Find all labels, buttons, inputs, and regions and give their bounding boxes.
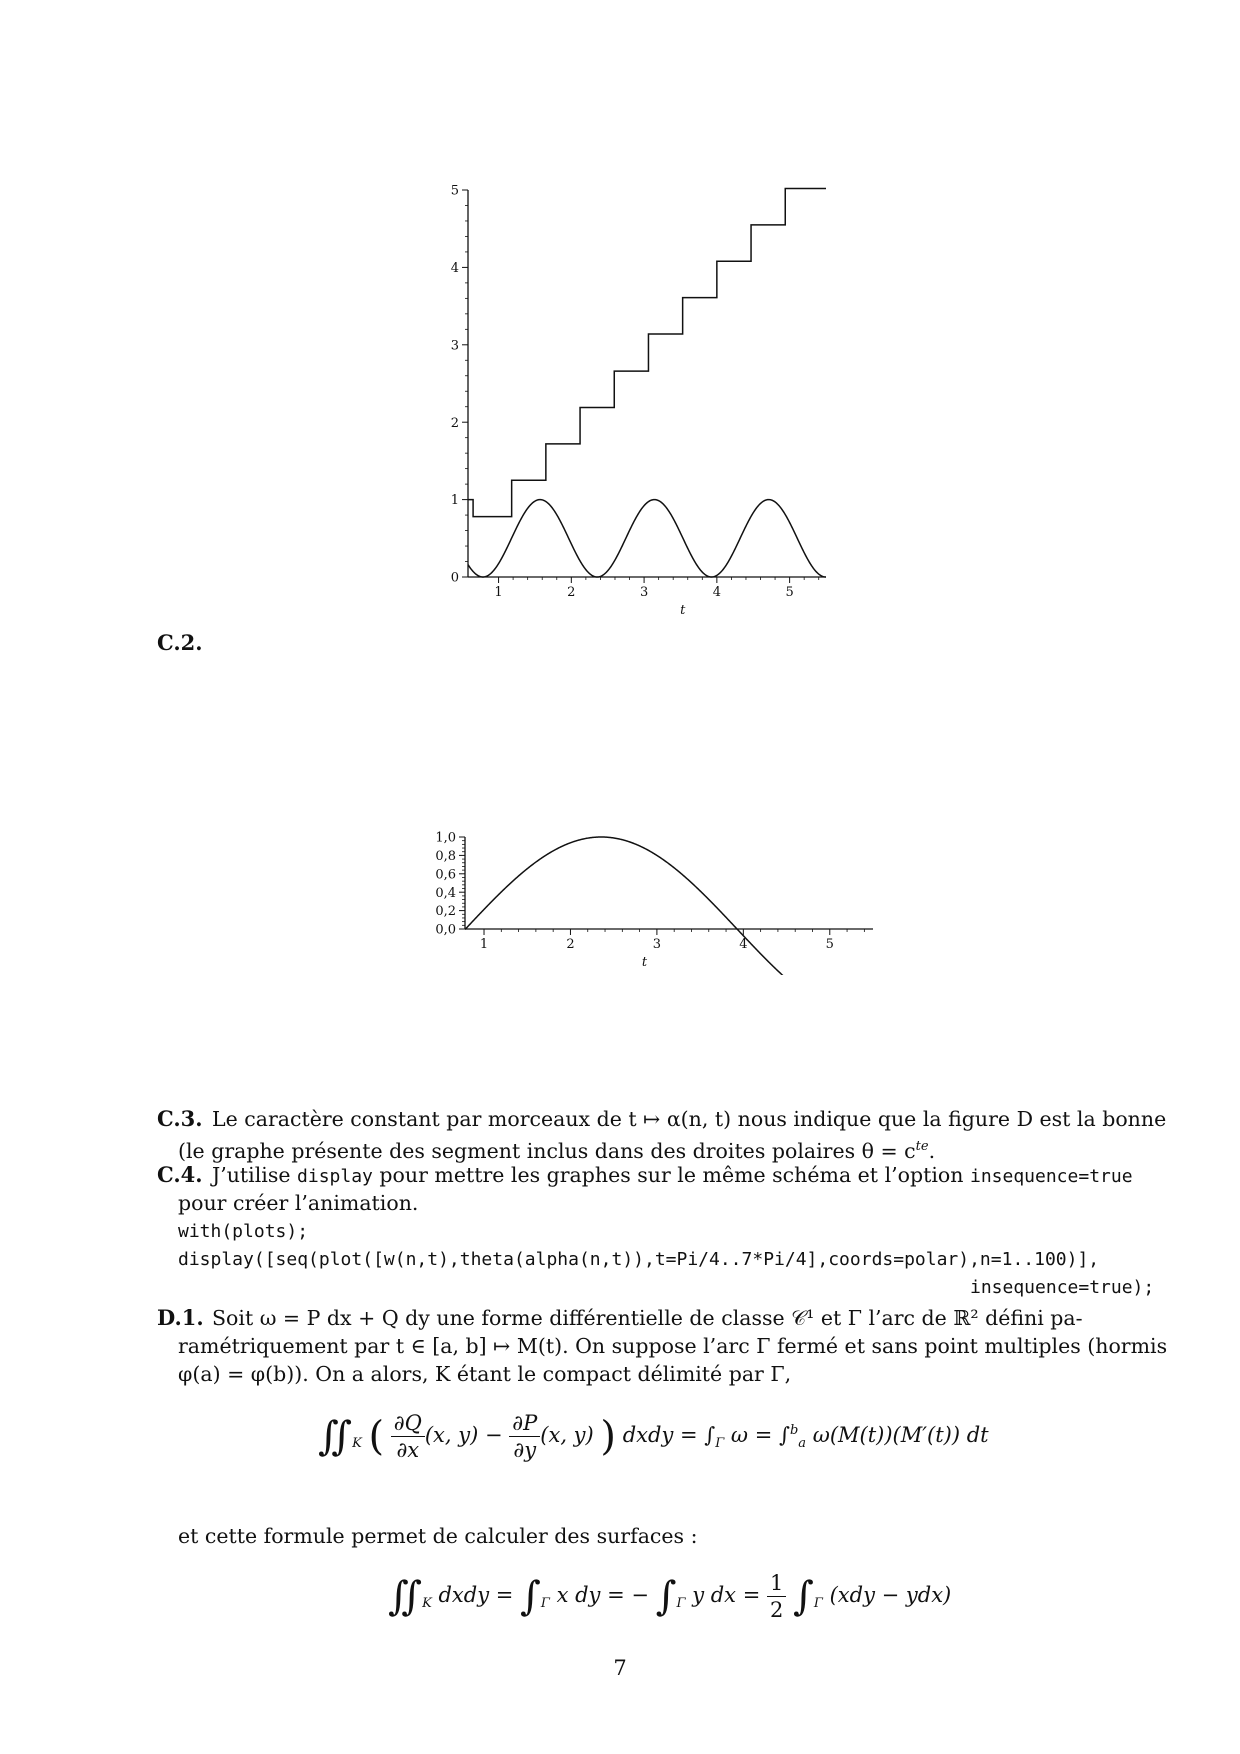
x-tick-label: 5 [825,937,834,952]
d1-line1: Soit ω = P dx + Q dy une forme différentielle de classe 𝒞¹ et Γ l’arc de ℝ² défini pa- [212,1306,1083,1330]
upper-bound: b [789,1423,799,1438]
series-steps [468,188,826,516]
frac-dq-dx: $\frac{\partial Q}{\partial x}$ [391,1410,425,1463]
c3-line2-text: (le graphe présente des segment inclus dans des droites polaires θ = c [178,1138,916,1163]
y-tick-label: 0,8 [435,848,456,864]
code-line-3: insequence=true); [970,1277,1155,1298]
integral-2: ∫ [655,1573,677,1620]
green-tail: ω(M(t))(M′(t)) dt [812,1423,989,1447]
right-paren: ) [600,1413,617,1460]
sub-gamma-1: Γ [715,1436,725,1452]
green-formula [318,1410,989,1463]
section-c2-label: C.2. [157,630,203,655]
integral-3: ∫ [793,1573,814,1620]
y-tick-label: 3 [450,338,459,354]
left-paren: ( [368,1413,385,1460]
code-line-2: display([seq(plot([w(n,t),theta(alpha(n,t)),t=Pi/4..7*Pi/4],coords=polar),n=1..100)], [178,1249,1100,1270]
area-formula [388,1570,951,1623]
area-sub-gamma-2: Γ [676,1596,686,1612]
integral-1: ∫ [520,1573,541,1620]
sub-k: K [352,1436,362,1452]
frac-dp-dy: $\frac{\partial P}{\partial y}$ [509,1410,540,1463]
y-tick-label: 4 [450,260,459,276]
arch-chart [415,825,885,975]
frac-half: $\frac{1}{2}$ [767,1570,786,1623]
xy-2: (x, y) [540,1423,594,1447]
c3-line2-sup: te [915,1139,929,1154]
area-sub-gamma-1: Γ [540,1596,550,1612]
x-tick-label: 4 [739,937,748,952]
area-p3: (xdy − ydx) [829,1583,952,1607]
y-tick-label: 0,0 [435,922,456,938]
d1-line3: φ(a) = φ(b)). On a alors, K étant le compact délimité par Γ, [178,1362,792,1386]
y-tick-label: 0,6 [435,867,456,883]
x-tick-label: 2 [566,937,575,952]
area-double-integral: ∬ [388,1573,423,1620]
green-omega: ω = ∫ [730,1423,790,1447]
c4-code-display: display [297,1166,373,1187]
x-tick-label: 1 [494,585,503,600]
y-tick-label: 0 [450,570,459,586]
c4-line1-mid: pour mettre les graphes sur le même schéma et l’option [379,1163,964,1187]
between-text: et cette formule permet de calculer des surfaces : [178,1524,698,1548]
xy-1: (x, y) [424,1423,479,1447]
area-sub-k: K [422,1596,432,1612]
x-tick-label: 2 [567,585,576,600]
minus-sign: − [484,1423,503,1447]
area-p2: y dx = [692,1583,767,1607]
double-integral-symbol: ∬ [318,1413,353,1460]
x-tick-label: 1 [479,937,489,952]
green-rhs: dxdy = ∫ [622,1423,716,1447]
x-tick-label: 4 [712,585,721,600]
code-line-1: with(plots); [178,1221,309,1242]
y-tick-label: 1 [450,493,459,509]
area-sub-gamma-3: Γ [813,1596,823,1612]
section-c3-label: C.3. [157,1106,203,1131]
c3-line2-end: . [928,1138,936,1163]
x-axis-label: t [641,955,648,971]
section-c4-label: C.4. [157,1162,203,1187]
y-tick-label: 0,4 [435,885,456,901]
c4-line2: pour créer l’animation. [178,1191,419,1215]
x-axis-label: t [680,603,686,619]
step-oscillation-chart [420,170,840,630]
y-tick-label: 5 [450,183,459,199]
y-tick-label: 0,2 [435,904,456,920]
lower-bound: a [798,1436,807,1452]
area-p1: x dy = − [556,1583,649,1607]
y-tick-label: 2 [450,415,459,431]
x-tick-label: 3 [639,585,649,600]
series-oscillation [468,500,826,577]
c4-code-insequence: insequence=true [969,1166,1133,1187]
c4-line1-pre: J’utilise [212,1163,291,1187]
x-tick-label: 3 [652,937,662,952]
area-lhs: dxdy = [438,1583,521,1607]
d1-line2: ramétriquement par t ∈ [a, b] ↦ M(t). On suppose l’arc Γ fermé et sans point multiples (hormis [178,1334,1168,1358]
c4-line1 [212,1161,1133,1191]
section-d1-label: D.1. [157,1305,204,1330]
page-number: 7 [613,1656,627,1680]
y-tick-label: 1,0 [435,830,456,846]
c3-line1: Le caractère constant par morceaux de t ↦ α(n, t) nous indique que la figure D est la bonne [212,1107,1167,1131]
x-tick-label: 5 [785,585,794,600]
series-arch [465,837,873,975]
